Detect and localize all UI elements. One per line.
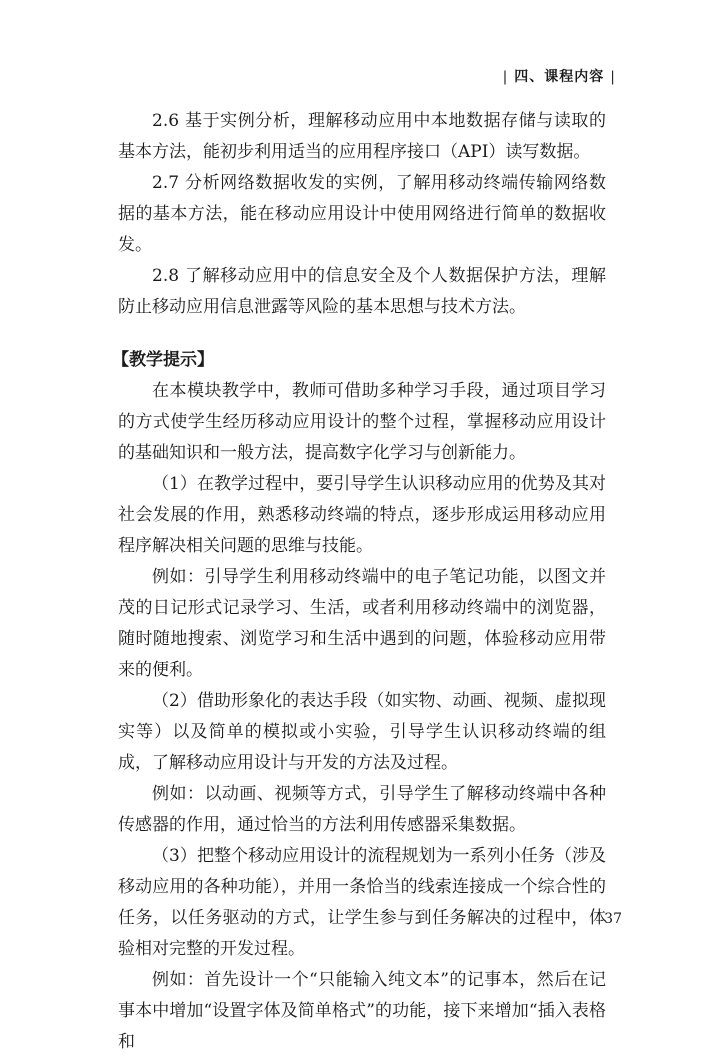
header-divider-left: | [502, 69, 509, 85]
paragraph-example-2: 例如：以动画、视频等方式，引导学生了解移动终端中各种传感器的作用，通过恰当的方法利用传感器采集数据。 [118, 784, 606, 835]
paragraph-intro: 在本模块教学中，教师可借助多种学习手段，通过项目学习的方式使学生经历移动应用设计的整个过程，掌握移动应用设计的基础知识和一般方法，提高数字化学习与创新能力。 [118, 381, 606, 463]
paragraph-2-6: 2.6 基于实例分析，理解移动应用中本地数据存储与读取的基本方法，能初步利用适当的应用程序接口（API）读写数据。 [118, 111, 606, 162]
header-divider-right: | [610, 69, 616, 85]
paragraph-2-8: 2.8 了解移动应用中的信息安全及个人数据保护方法，理解防止移动应用信息泄露等风险的基本思想与技术方法。 [118, 266, 606, 317]
section-heading-teaching-tips: 【教学提示】 [112, 350, 214, 370]
running-header [497, 66, 622, 86]
paragraph-point-3: （3）把整个移动应用设计的流程规划为一系列小任务（涉及移动应用的各种功能），并用一条恰当的线索连接成一个综合性的任务，以任务驱动的方式，让学生参与到任务解决的过程中，体验相对完整的开发过程。 [118, 846, 606, 959]
header-section-label: 四、课程内容 [514, 69, 605, 85]
section-spacer [118, 323, 606, 345]
paragraph-point-2: （2）借助形象化的表达手段（如实物、动画、视频、虚拟现实等）以及简单的模拟或小实验，引导学生认识移动终端的组成，了解移动应用设计与开发的方法及过程。 [118, 691, 606, 773]
page-number: 37 [604, 911, 622, 927]
page-body [112, 106, 606, 1058]
paragraph-point-1: （1）在教学过程中，要引导学生认识移动应用的优势及其对社会发展的作用，熟悉移动终端的特点，逐步形成运用移动应用程序解决相关问题的思维与技能。 [118, 474, 606, 556]
paragraph-example-3: 例如：首先设计一个“只能输入纯文本”的记事本，然后在记事本中增加“设置字体及简单格式”的功能，接下来增加“插入表格和 [118, 970, 606, 1052]
paragraph-example-1: 例如：引导学生利用移动终端中的电子笔记功能，以图文并茂的日记形式记录学习、生活，或者利用移动终端中的浏览器，随时随地搜索、浏览学习和生活中遇到的问题，体验移动应用带来的便利。 [118, 567, 606, 680]
paragraph-2-7: 2.7 分析网络数据收发的实例，了解用移动终端传输网络数据的基本方法，能在移动应用设计中使用网络进行简单的数据收发。 [118, 173, 606, 255]
